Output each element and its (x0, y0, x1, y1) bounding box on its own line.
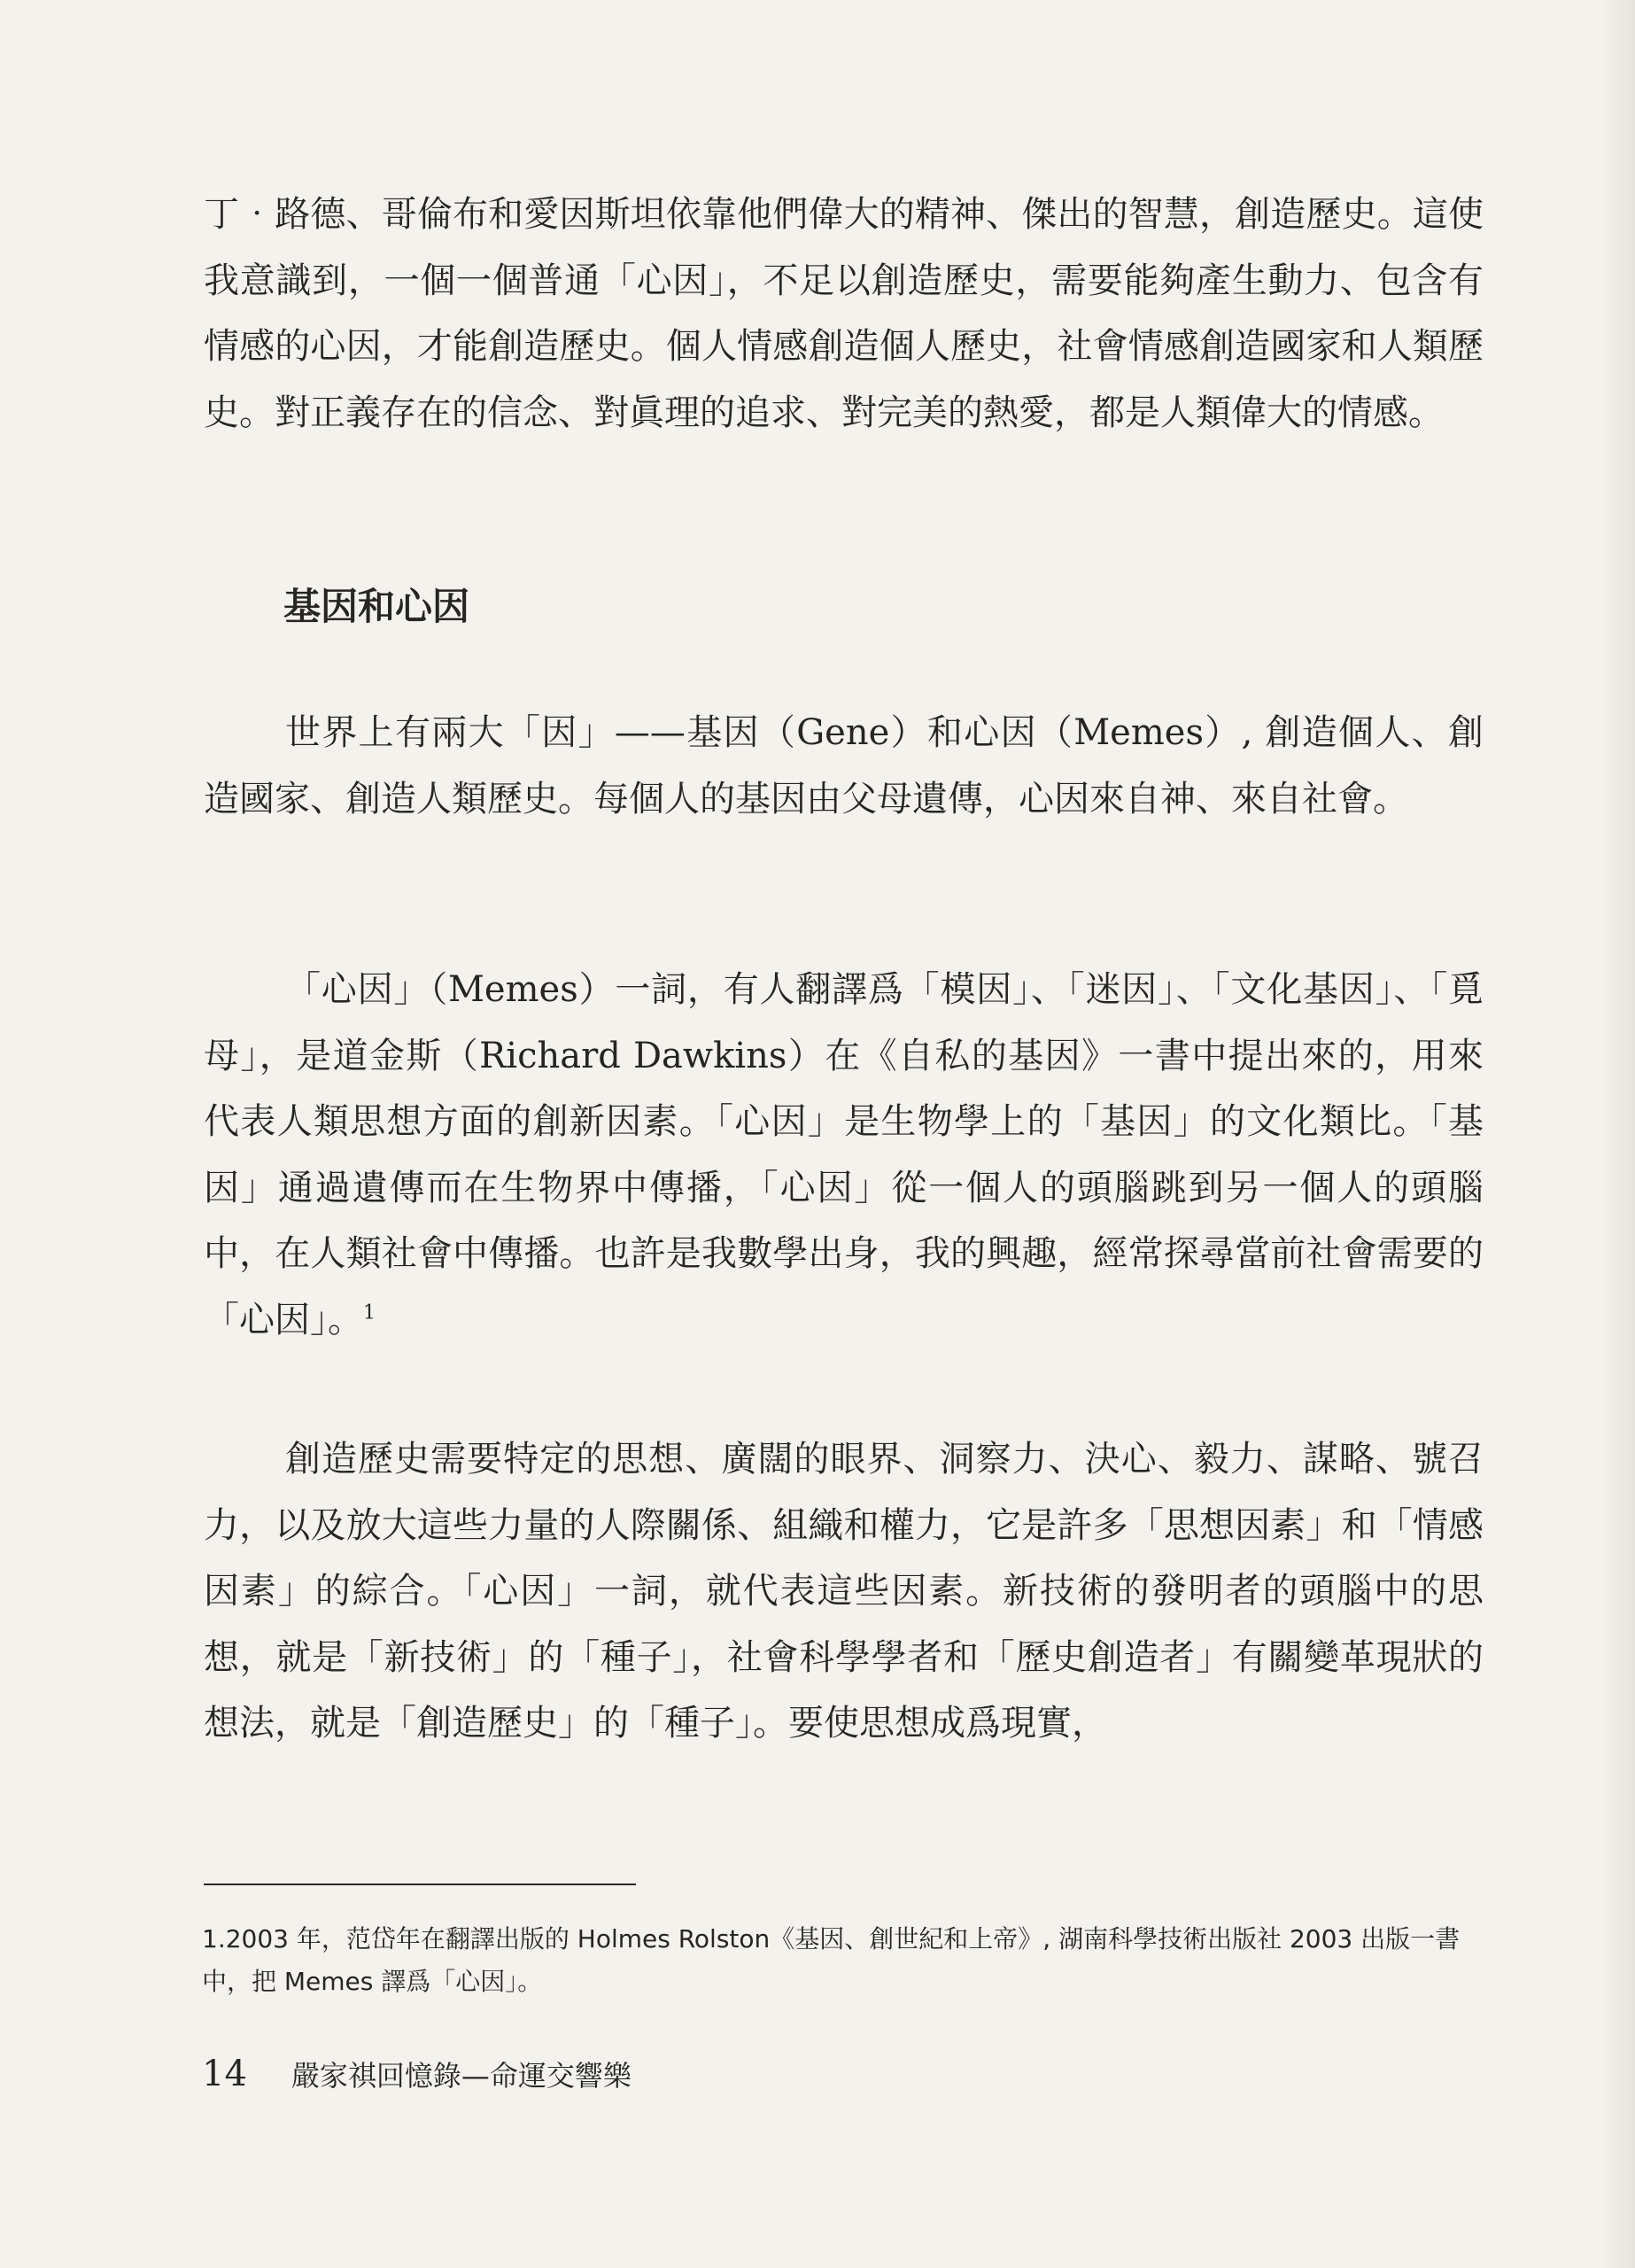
paragraph-3 (204, 957, 1484, 1353)
page-number: 14 (202, 2054, 247, 2094)
paragraph-4: 創造歷史需要特定的思想、廣闊的眼界、洞察力、決心、毅力、謀略、號召力，以及放大這些力量的人際關係、組織和權力，它是許多「思想因素」和「情感因素」的綜合。「心因」一詞，就代表這些因素。新技術的發明者的頭腦中的思想，就是「新技術」的「種子」，社會科學學者和「歷史創造者」有關變革現狀的想法，就是「創造歷史」的「種子」。要使思想成爲現實， (204, 1439, 1484, 1744)
footnote-divider (204, 1884, 636, 1885)
footnote-reference: 1 (363, 1301, 376, 1324)
paragraph-3-text: 「心因」（Memes）一詞，有人翻譯爲「模因」、「迷因」、「文化基因」、「覓母」，是道金斯（Richard Dawkins）在《自私的基因》一書中提出來的，用來代表人類思想方面的創新因素。「心因」是生物學上的「基因」的文化類比。「基因」通過遺傳而在生物界中傳播，「心因」從一個人的頭腦跳到另一個人的頭腦中，在人類社會中傳播。也許是我數學出身，我的興趣，經常探尋當前社會需要的「心因」。 (204, 969, 1484, 1340)
footnote: 1.2003 年，范岱年在翻譯出版的 Holmes Rolston《基因、創世紀和上帝》, 湖南科學技術出版社 2003 出版一書中，把 Memes 譯爲「心因」。 (202, 1924, 1461, 1996)
running-title: 嚴家祺回憶錄—命運交響樂 (291, 2059, 632, 2093)
paragraph-2: 世界上有兩大「因」——基因（Gene）和心因（Memes）, 創造個人、創造國家、創造人類歷史。每個人的基因由父母遺傳，心因來自神、來自社會。 (204, 712, 1484, 819)
page-footer (202, 2054, 632, 2094)
section-heading: 基因和心因 (283, 585, 470, 628)
page-edge-shadow (1600, 0, 1635, 2268)
paragraph-1: 丁‧路德、哥倫布和愛因斯坦依靠他們偉大的精神、傑出的智慧，創造歷史。這使我意識到，一個一個普通「心因」，不足以創造歷史，需要能夠產生動力、包含有情感的心因，才能創造歷史。個人情感創造個人歷史，社會情感創造國家和人類歷史。對正義存在的信念、對眞理的追求、對完美的熱愛，都是人類偉大的情感。 (204, 194, 1484, 433)
